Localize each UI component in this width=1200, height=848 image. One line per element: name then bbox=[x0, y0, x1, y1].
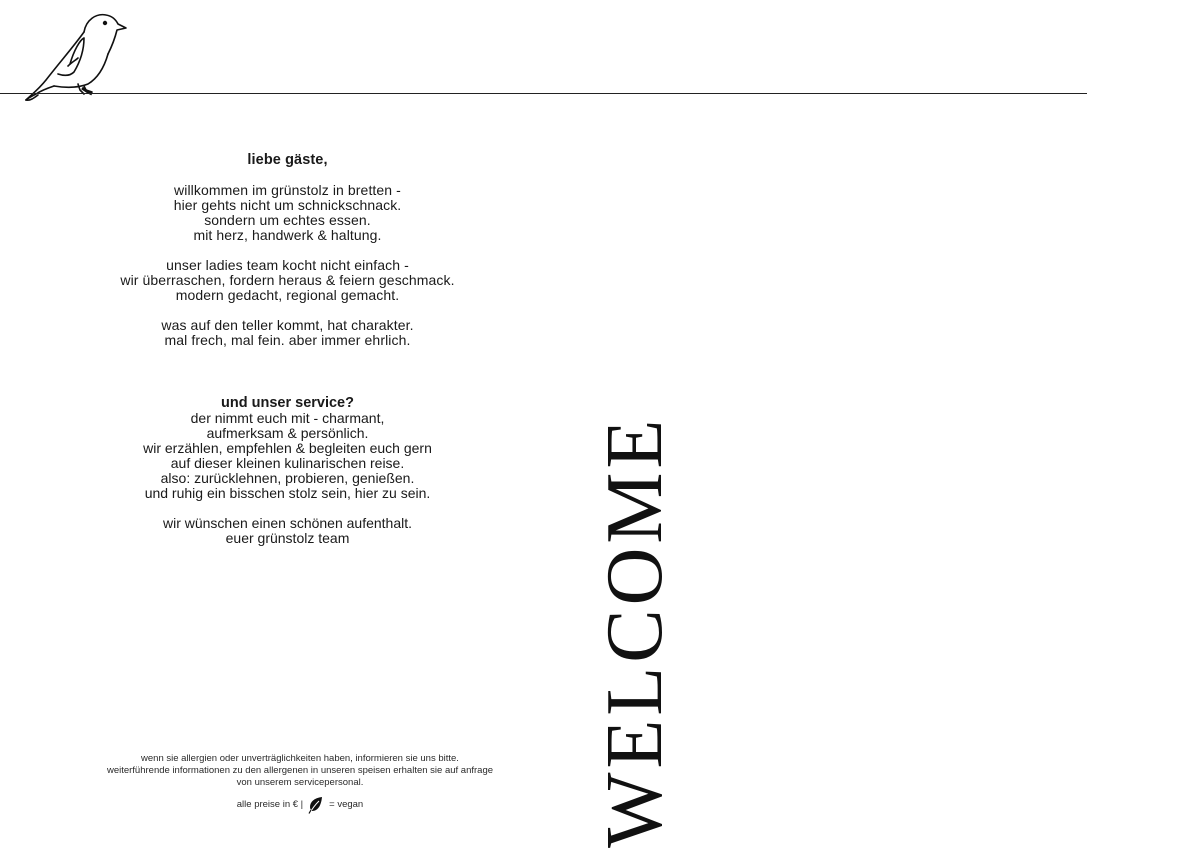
text-line: wir erzählen, empfehlen & begleiten euch gern bbox=[143, 440, 432, 456]
text-line: auf dieser kleinen kulinarischen reise. bbox=[170, 455, 405, 471]
price-legend bbox=[60, 796, 540, 814]
greeting: liebe gäste, bbox=[247, 152, 328, 168]
text-line: hier gehts nicht um schnickschnack. bbox=[173, 197, 402, 213]
service-paragraph bbox=[60, 411, 515, 501]
service-section bbox=[60, 396, 515, 561]
text-line: der nimmt euch mit - charmant, bbox=[190, 410, 385, 426]
allergen-footnote bbox=[60, 753, 540, 814]
leaf-icon bbox=[308, 796, 324, 814]
welcome-letter bbox=[60, 153, 515, 363]
text-line: wir wünschen einen schönen aufenthalt. bbox=[162, 515, 413, 531]
header-rule bbox=[0, 93, 1087, 94]
footnote-line: wenn sie allergien oder unverträglichkeiten haben, informieren sie uns bitte. bbox=[141, 753, 459, 764]
text-line: sondern um echtes essen. bbox=[204, 212, 371, 228]
footnote-line: weiterführende informationen zu den allergenen in unseren speisen erhalten sie auf anfrage bbox=[106, 765, 494, 776]
paragraph-team bbox=[60, 258, 515, 303]
text-line: also: zurücklehnen, probieren, genießen. bbox=[160, 470, 415, 486]
text-line: was auf den teller kommt, hat charakter. bbox=[161, 317, 414, 333]
text-line: euer grünstolz team bbox=[225, 530, 350, 546]
welcome-title-wrap bbox=[536, 400, 679, 848]
closing-paragraph bbox=[60, 516, 515, 546]
vegan-label: = vegan bbox=[329, 799, 364, 810]
text-line: und ruhig ein bisschen stolz sein, hier zu sein. bbox=[144, 485, 431, 501]
text-line: mit herz, handwerk & haltung. bbox=[193, 227, 382, 243]
text-line: unser ladies team kocht nicht einfach - bbox=[166, 257, 409, 273]
text-line: modern gedacht, regional gemacht. bbox=[175, 287, 400, 303]
paragraph-plate bbox=[60, 318, 515, 348]
price-note: alle preise in € | bbox=[236, 799, 304, 810]
service-heading: und unser service? bbox=[221, 395, 354, 411]
welcome-title: WELCOME bbox=[591, 415, 679, 848]
bird-logo-icon bbox=[22, 10, 126, 104]
paragraph-welcome bbox=[60, 183, 515, 243]
text-line: willkommen im grünstolz in bretten - bbox=[174, 182, 401, 198]
text-line: wir überraschen, fordern heraus & feiern geschmack. bbox=[120, 272, 455, 288]
footnote-line: von unserem servicepersonal. bbox=[236, 777, 364, 788]
text-line: mal frech, mal fein. aber immer ehrlich. bbox=[164, 332, 411, 348]
text-line: aufmerksam & persönlich. bbox=[206, 425, 369, 441]
